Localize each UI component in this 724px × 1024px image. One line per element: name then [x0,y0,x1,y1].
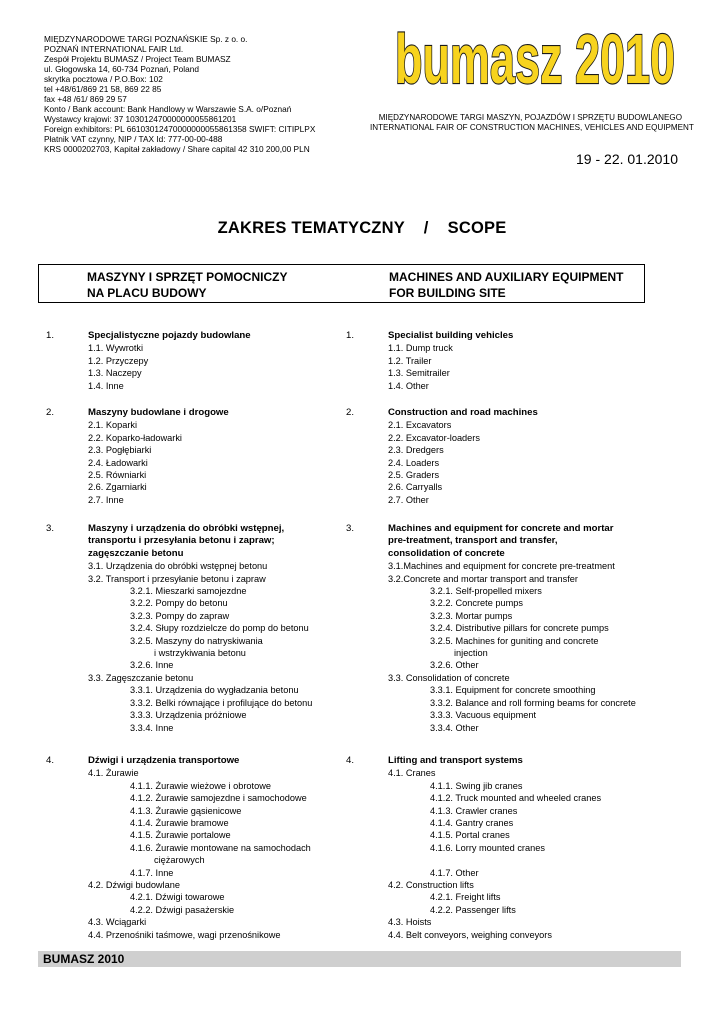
section-column-pl [88,330,338,392]
scope-item: 2.1. Excavators [388,420,452,431]
section-column-pl [88,407,338,506]
scope-item: 2.5. Równiarki [88,470,147,481]
scope-item: 1.2. Przyczepy [88,355,149,366]
scope-item: 4.1.2. Żurawie samojezdne i samochodowe [130,793,307,804]
scope-item: 2.3. Dredgers [388,445,444,456]
scope-item: i wstrzykiwania betonu [154,648,246,659]
section-heading: zagęszczanie betonu [88,547,184,559]
scope-item: 2.7. Other [388,494,429,505]
section-number-pl: 3. [46,523,55,534]
footer-label: BUMASZ 2010 [43,952,125,966]
scope-item: 4.2. Construction lifts [388,880,474,891]
scope-title: ZAKRES TEMATYCZNY / SCOPE [217,219,507,237]
section-column-en [388,407,708,506]
company-line: Płatnik VAT czynny, NIP / TAX Id: 777-00-00-488 [44,134,223,144]
section-column-pl [88,755,338,941]
scope-item: 3.2.Concrete and mortar transport and transfer [388,573,578,584]
scope-item: 2.6. Carryalls [388,482,443,493]
company-line: Wystawcy krajowi: 37 103012470000000055861201 [44,114,237,124]
section-number-en: 4. [346,755,355,766]
scope-item: 2.6. Zgarniarki [88,482,147,493]
scope-item: 4.1.5. Żurawie portalowe [130,830,231,841]
scope-item: 3.3.1. Urządzenia do wygładzania betonu [130,685,299,696]
scope-item: 3.2.4. Distributive pillars for concrete pumps [430,623,609,634]
scope-item: 4.4. Przenośniki taśmowe, wagi przenośnikowe [88,929,281,940]
scope-item: 3.3. Consolidation of concrete [388,672,510,683]
scope-item: 2.4. Loaders [388,457,440,468]
scope-item: 3.2.1. Mieszarki samojezdne [130,586,247,597]
scope-item: 4.1.2. Truck mounted and wheeled cranes [430,793,602,804]
scope-item: 1.4. Inne [88,380,124,391]
scope-item: 3.2.5. Maszyny do natryskiwania [130,635,263,646]
section-heading: Dźwigi i urządzenia transportowe [88,755,240,766]
section-column-en [388,755,708,941]
scope-item: 1.1. Dump truck [388,343,453,354]
scope-header-pl [87,269,287,301]
fair-dates: 19 - 22. 01.2010 [576,151,678,167]
fair-name-pl: MIĘDZYNARODOWE TARGI MASZYN, POJAZDÓW I SPRZĘTU BUDOWLANEGO [378,113,682,122]
company-line: Foreign exhibitors: PL 66103012470000000055861358 SWIFT: CITIPLPX [44,124,316,134]
company-line: MIĘDZYNARODOWE TARGI POZNAŃSKIE Sp. z o. o. [44,34,248,44]
scope-item: 3.3.3. Vacuous equipment [430,710,537,721]
scope-item: 4.2.1. Freight lifts [430,892,501,903]
section-heading: Maszyny budowlane i drogowe [88,407,229,418]
company-line: KRS 0000202703, Kapitał zakładowy / Share capital 42 310 200,00 PLN [44,144,310,154]
section-heading: pre-treatment, transport and transfer, [388,535,558,547]
scope-item: 3.2.6. Other [430,660,479,671]
scope-item: 1.1. Wywrotki [88,343,144,354]
section-heading: Construction and road machines [388,407,538,418]
scope-item: 3.2.3. Mortar pumps [430,610,513,621]
section-column-en [388,523,708,734]
scope-item: ciężarowych [154,855,205,866]
scope-item: 4.1.7. Inne [130,867,174,878]
section-number-pl: 2. [46,407,55,418]
section-heading: Specjalistyczne pojazdy budowlane [88,330,251,341]
scope-item: 4.1.1. Żurawie wieżowe i obrotowe [130,780,271,791]
scope-item: 1.3. Semitrailer [388,368,450,379]
scope-item: 4.2.1. Dźwigi towarowe [130,892,225,903]
scope-header-pl-line2: NA PLACU BUDOWY [87,286,207,300]
section-heading: consolidation of concrete [388,547,505,559]
scope-item: 3.2.6. Inne [130,660,174,671]
scope-item: 2.1. Koparki [88,420,138,431]
scope-item: 4.1.4. Żurawie bramowe [130,818,229,829]
section-number-en: 2. [346,407,355,418]
scope-item: 4.1.6. Żurawie montowane na samochodach [130,842,311,853]
scope-item: 4.1.3. Crawler cranes [430,805,518,816]
scope-header-pl-line1: MASZYNY I SPRZĘT POMOCNICZY [87,270,288,284]
section-number-pl: 4. [46,755,55,766]
scope-item: 4.1. Żurawie [88,768,139,779]
scope-header-en-line2: FOR BUILDING SITE [389,286,506,300]
scope-item: 4.4. Belt conveyors, weighing conveyors [388,929,552,940]
section-heading: Machines and equipment for concrete and mortar [388,523,614,534]
scope-item: 4.1.5. Portal cranes [430,830,510,841]
scope-item: 4.2.2. Dźwigi pasażerskie [130,904,235,915]
section-heading: transportu i przesyłania betonu i zapraw; [88,535,275,547]
scope-item: 3.2.2. Concrete pumps [430,598,523,609]
section-heading: Lifting and transport systems [388,755,523,766]
scope-item: 3.3.2. Balance and roll forming beams for concrete [430,697,636,708]
scope-header-box [38,264,645,303]
scope-item: 4.1.3. Żurawie gąsienicowe [130,805,242,816]
scope-item: 3.3.3. Urządzenia próżniowe [130,710,247,721]
scope-item: 3.2.5. Machines for guniting and concrete [430,635,599,646]
scope-item: 3.2.1. Self-propelled mixers [430,586,542,597]
scope-item: 3.3. Zagęszczanie betonu [88,672,194,683]
scope-item: 4.1. Cranes [388,768,436,779]
scope-item: 2.4. Ładowarki [88,457,148,468]
scope-item: 4.1.7. Other [430,867,479,878]
company-line: Zespół Projektu BUMASZ / Project Team BUMASZ [44,54,231,64]
scope-item: 3.2.4. Słupy rozdzielcze do pomp do betonu [130,623,309,634]
scope-item: 2.3. Pogłębiarki [88,445,152,456]
section-heading: Specialist building vehicles [388,330,514,341]
fair-name-en: INTERNATIONAL FAIR OF CONSTRUCTION MACHINES, VEHICLES AND EQUIPMENT [370,123,694,132]
company-line: tel +48/61/869 21 58, 869 22 85 [44,84,162,94]
scope-item: 3.3.2. Belki równające i profilujące do betonu [130,697,313,708]
scope-item: 2.2. Excavator-loaders [388,432,480,443]
section-number-en: 1. [346,330,355,341]
scope-item: 3.3.4. Inne [130,722,174,733]
section-column-pl [88,523,338,734]
scope-item: 2.5. Graders [388,470,440,481]
scope-item: 4.2.2. Passenger lifts [430,904,516,915]
scope-item: 3.2. Transport i przesyłanie betonu i zapraw [88,573,266,584]
company-info [44,34,374,154]
scope-item: 4.1.6. Lorry mounted cranes [430,842,545,853]
scope-item: 3.2.3. Pompy do zapraw [130,610,230,621]
scope-item: 4.3. Hoists [388,917,432,928]
scope-item: 2.2. Koparko-ładowarki [88,432,182,443]
scope-item: 2.7. Inne [88,494,124,505]
logo-text: bumasz 2010 [395,25,675,90]
bumasz-logo [393,25,677,90]
scope-item: 3.1.Machines and equipment for concrete pre-treatment [388,561,615,572]
company-line: skrytka pocztowa / P.O.Box: 102 [44,74,163,84]
scope-item: 4.1.1. Swing jib cranes [430,780,523,791]
company-line: fax +48 /61/ 869 29 57 [44,94,127,104]
section-heading: Maszyny i urządzenia do obróbki wstępnej, [88,523,285,534]
company-line: ul. Głogowska 14, 60-734 Poznań, Poland [44,64,199,74]
scope-item: 1.2. Trailer [388,355,432,366]
section-number-pl: 1. [46,330,55,341]
company-line: Konto / Bank account: Bank Handlowy w Warszawie S.A. o/Poznań [44,104,292,114]
scope-item: injection [454,648,488,659]
scope-item: 3.2.2. Pompy do betonu [130,598,228,609]
scope-item [388,854,708,866]
company-line: POZNAŃ INTERNATIONAL FAIR Ltd. [44,44,184,54]
scope-item: 4.3. Wciągarki [88,917,147,928]
scope-header-en-line1: MACHINES AND AUXILIARY EQUIPMENT [389,270,624,284]
scope-item: 3.3.1. Equipment for concrete smoothing [430,685,596,696]
scope-item: 3.1. Urządzenia do obróbki wstępnej betonu [88,561,268,572]
scope-item: 1.4. Other [388,380,429,391]
scope-header-en [389,269,623,301]
scope-item: 1.3. Naczepy [88,368,142,379]
section-column-en [388,330,708,392]
scope-item: 3.3.4. Other [430,722,479,733]
footer-bar [38,951,681,967]
section-number-en: 3. [346,523,355,534]
scope-item: 4.1.4. Gantry cranes [430,818,514,829]
scope-item: 4.2. Dźwigi budowlane [88,880,180,891]
